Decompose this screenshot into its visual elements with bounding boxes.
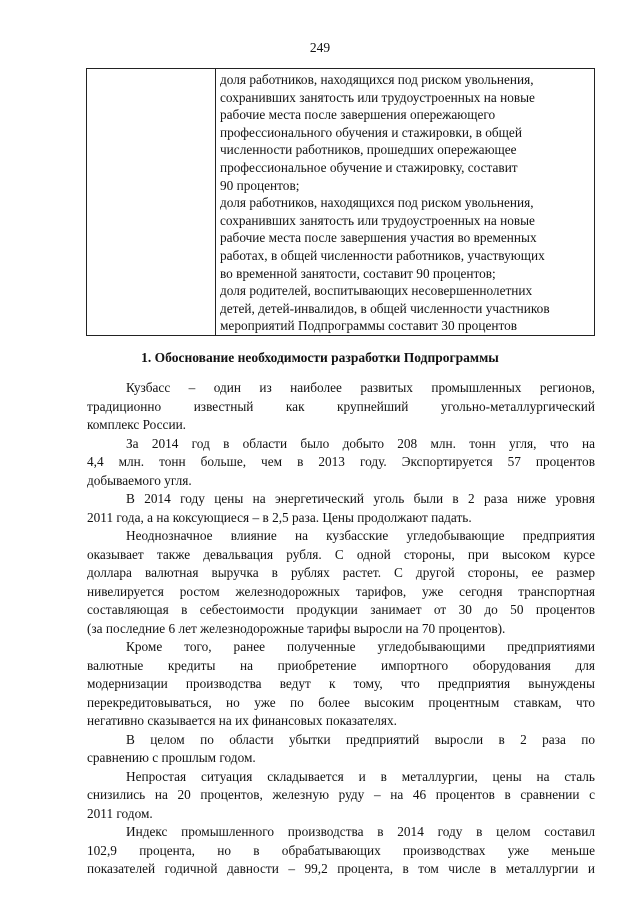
text-line: перекредитовываться, но уже по более высоким процентным ставкам, что: [87, 694, 595, 710]
paragraph: [87, 823, 595, 879]
indicator-line: сохранивших занятость или трудоустроенных на новые: [220, 212, 535, 228]
text-line: Неоднозначное влияние на кузбасские угледобывающие предприятия: [126, 528, 595, 543]
text-line: добываемого угля.: [87, 472, 192, 488]
body-text: [87, 379, 595, 879]
text-line: доллара валютная выручка в рублях растет. С другой стороны, ее размер: [87, 565, 595, 580]
text-line: валютные кредиты на приобретение импортного оборудования для: [87, 657, 595, 673]
indicator-line: численности работников, прошедших опережающее: [220, 142, 517, 158]
paragraph: [87, 527, 595, 638]
text-line: (за последние 6 лет железнодорожные тарифы выросли на 70 процентов).: [87, 620, 506, 636]
text-line: За 2014 год в области было добыто 208 млн. тонн угля, что на: [126, 435, 595, 451]
indicator-line: профессионального обучения и стажировки, в общей: [220, 124, 522, 140]
table-cell-indicators: [216, 69, 595, 336]
text-line: нивелируется ростом железнодорожных тарифов, уже сегодня транспортная: [87, 583, 595, 599]
indicator-line: доля работников, находящихся под риском увольнения,: [220, 72, 534, 87]
paragraph: [87, 638, 595, 731]
indicator-line: рабочие места после завершения участия во временных: [220, 230, 537, 246]
text-line: показателей годичной давности – 99,2 процента, в том числе в металлургии и: [87, 861, 595, 876]
text-line: сравнению с прошлым годом.: [87, 750, 256, 765]
paragraph: [87, 379, 595, 435]
indicators-table: [86, 68, 595, 336]
table-row: [87, 69, 595, 336]
text-line: Кузбасс – один из наиболее развитых промышленных регионов,: [126, 380, 595, 395]
text-line: 102,9 процента, но в обрабатывающих производствах уже меньше: [87, 842, 595, 858]
text-line: оказывает также девальвация рубля. С одной стороны, при высоком курсе: [87, 546, 595, 562]
text-line: Индекс промышленного производства в 2014 году в целом составил: [126, 824, 595, 839]
paragraph: [87, 731, 595, 768]
indicator-line: детей, детей-инвалидов, в общей численности участников: [220, 300, 550, 316]
indicator-line: профессиональное обучение и стажировку, составит: [220, 159, 518, 175]
text-line: В 2014 году цены на энергетический уголь были в 2 раза ниже уровня: [126, 491, 595, 506]
paragraph: [87, 490, 595, 527]
text-line: снизились на 20 процентов, железную руду – на 46 процентов в сравнении с: [87, 787, 595, 802]
text-line: традиционно известный как крупнейший угольно-металлургический: [87, 398, 595, 414]
indicator-line: работах, в общей численности работников, участвующих: [220, 247, 545, 263]
text-line: 2011 года, а на коксующиеся – в 2,5 раза. Цены продолжают падать.: [87, 509, 472, 525]
text-line: негативно сказывается на их финансовых показателях.: [87, 713, 397, 728]
indicator-line: сохранивших занятость или трудоустроенных на новые: [220, 89, 535, 105]
text-line: 4,4 млн. тонн больше, чем в 2013 году. Экспортируется 57 процентов: [87, 454, 595, 469]
text-line: 2011 годом.: [87, 805, 153, 821]
indicator-line: доля родителей, воспитывающих несовершеннолетних: [220, 283, 533, 299]
text-line: В целом по области убытки предприятий выросли в 2 раза по: [126, 731, 595, 747]
paragraph: [87, 768, 595, 824]
indicator-line: доля работников, находящихся под риском увольнения,: [220, 195, 534, 211]
indicator-line: во временной занятости, составит 90 процентов;: [220, 265, 496, 281]
page-number: 249: [309, 40, 331, 55]
section-heading: 1. Обоснование необходимости разработки Подпрограммы: [141, 350, 499, 365]
text-line: составляющая в себестоимости продукции занимает от 30 до 50 процентов: [87, 602, 595, 617]
text-line: комплекс России.: [87, 417, 187, 432]
text-line: модернизации производства ведут к тому, что предприятия вынуждены: [87, 676, 595, 691]
text-line: Непростая ситуация складывается и в металлургии, цены на сталь: [126, 768, 595, 784]
indicator-line: мероприятий Подпрограммы составит 30 процентов: [220, 318, 518, 334]
paragraph: [87, 435, 595, 491]
indicator-line: рабочие места после завершения опережающего: [220, 107, 496, 123]
table-cell-label: [87, 69, 216, 336]
text-line: Кроме того, ранее полученные угледобывающими предприятиями: [126, 639, 595, 654]
indicator-line: 90 процентов;: [220, 177, 300, 193]
